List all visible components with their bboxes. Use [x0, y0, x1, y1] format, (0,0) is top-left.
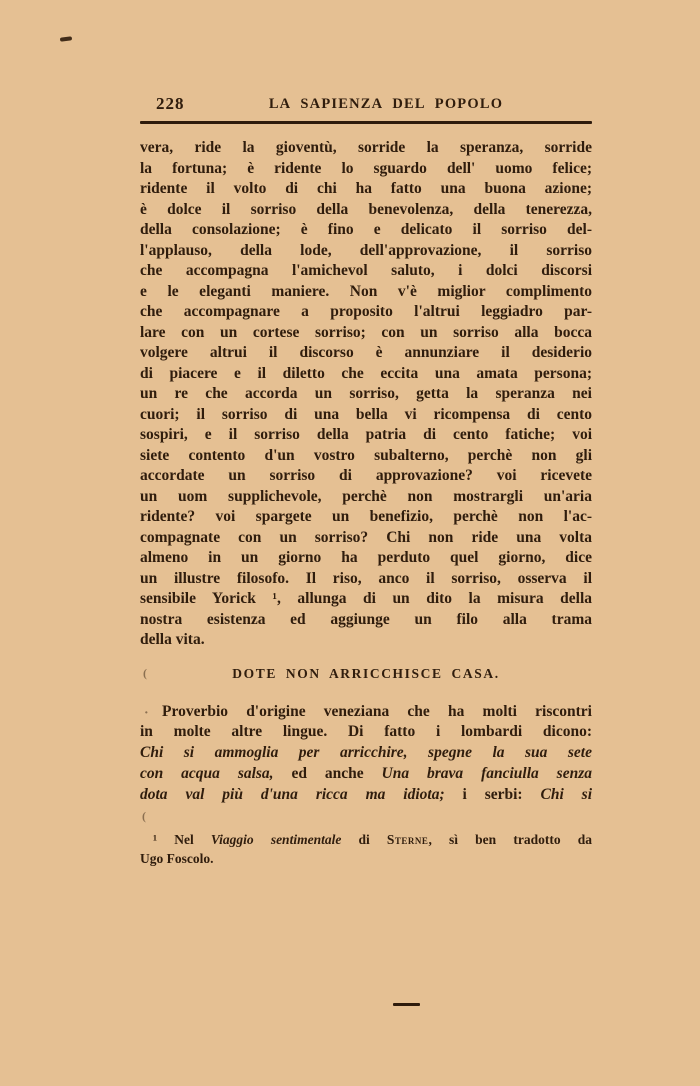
footnote-line: Ugo Foscolo.: [140, 851, 214, 867]
text-line: in molte altre lingue. Di fatto i lombardi dicono:: [140, 723, 592, 741]
proverb-italic: dota val più d'una ricca ma idiota;: [140, 785, 445, 803]
text-line: e le eleganti maniere. Non v'è miglior complimento: [140, 282, 592, 300]
print-artifact: ·: [144, 706, 149, 721]
text-line: lare con un cortese sorriso; con un sorriso alla bocca: [140, 323, 592, 341]
text-line: accordate un sorriso di approvazione? voi ricevete: [140, 467, 592, 484]
text-line: l'applauso, della lode, dell'approvazione, il sorriso: [140, 241, 592, 259]
footnote-text: Nel: [157, 832, 211, 848]
section-heading: DOTE NON ARRICCHISCE CASA.: [232, 665, 500, 681]
footnote-text: di: [341, 832, 387, 848]
text-column: [140, 94, 592, 868]
text-line: siete contento d'un vostro subalterno, perchè non gli: [140, 446, 592, 464]
text-line: [140, 764, 592, 785]
text-line: di piacere e il diletto che eccita una amata persona;: [140, 364, 592, 382]
footnote-work-title: Viaggio sentimentale: [210, 832, 342, 848]
text-line: vera, ride la gioventù, sorride la speranza, sorride: [140, 139, 592, 156]
text-line: cuori; il sorriso di una bella vi ricompensa di cento: [140, 405, 592, 423]
roman-segment: i serbi:: [444, 785, 541, 803]
footnote-line: [140, 830, 592, 849]
proverb-italic: con acqua salsa,: [140, 764, 274, 782]
text-line: un illustre filosofo. Il riso, anco il sorriso, osserva il: [140, 569, 592, 587]
text-line: Proverbio d'origine veneziana che ha molti riscontri: [162, 702, 592, 720]
text-line: sensibile Yorick ¹, allunga di un dito la misura della: [140, 590, 592, 607]
text-line: nostra esistenza ed aggiunge un filo alla trama: [140, 610, 592, 628]
footnote-author: Sterne: [386, 832, 429, 848]
text-line: ridente? voi spargete un benefizio, perchè non l'ac-: [140, 508, 592, 525]
proverb-italic: Una brava fanciulla senza: [381, 764, 592, 782]
text-line: ridente il volto di chi ha fatto una buona azione;: [140, 180, 592, 197]
roman-segment: ed anche: [273, 764, 382, 782]
text-line: almeno in un giorno ha perduto quel giorno, dice: [140, 549, 592, 566]
text-line: che accompagna l'amichevol saluto, i dolci discorsi: [140, 262, 592, 279]
running-header-title: LA SAPIENZA DEL POPOLO: [268, 96, 504, 112]
proverb-italic: Chi si ammoglia per arricchire, spegne la sua sete: [140, 744, 592, 762]
text-line: sospiri, e il sorriso della patria di cento fatiche; voi: [140, 426, 592, 443]
paragraph-proverb: [140, 702, 592, 806]
print-artifact: (: [143, 666, 147, 680]
proverb-italic: Chi si: [540, 785, 593, 803]
text-line: della vita.: [140, 631, 205, 648]
print-artifact: (: [142, 809, 146, 823]
footnote: [140, 830, 592, 868]
text-line: la fortuna; è ridente lo sguardo dell' uomo felice;: [140, 159, 592, 177]
page-number: 228: [156, 94, 185, 113]
bottom-ornament: [393, 1003, 420, 1006]
ink-smudge-artifact: [60, 36, 72, 41]
text-line: della consolazione; è fino e delicato il sorriso del-: [140, 221, 592, 238]
running-header: [140, 94, 592, 114]
text-line: compagnate con un sorriso? Chi non ride una volta: [140, 528, 592, 546]
text-line: un re che accorda un sorriso, getta la speranza nei: [140, 385, 592, 402]
header-rule: [140, 121, 592, 124]
paragraph-main: [140, 138, 592, 651]
text-line: [140, 743, 592, 764]
text-line: [140, 785, 592, 806]
footnote-marker: ¹: [153, 832, 158, 848]
footnote-text: , sì ben tradotto da: [428, 832, 592, 848]
text-line: è dolce il sorriso della benevolenza, della tenerezza,: [140, 200, 592, 218]
text-line: volgere altrui il discorso è annunziare il desiderio: [140, 344, 592, 361]
text-line: un uom supplichevole, perchè non mostrargli un'aria: [140, 487, 592, 505]
text-line: che accompagnare a proposito l'altrui leggiadro par-: [140, 303, 592, 320]
